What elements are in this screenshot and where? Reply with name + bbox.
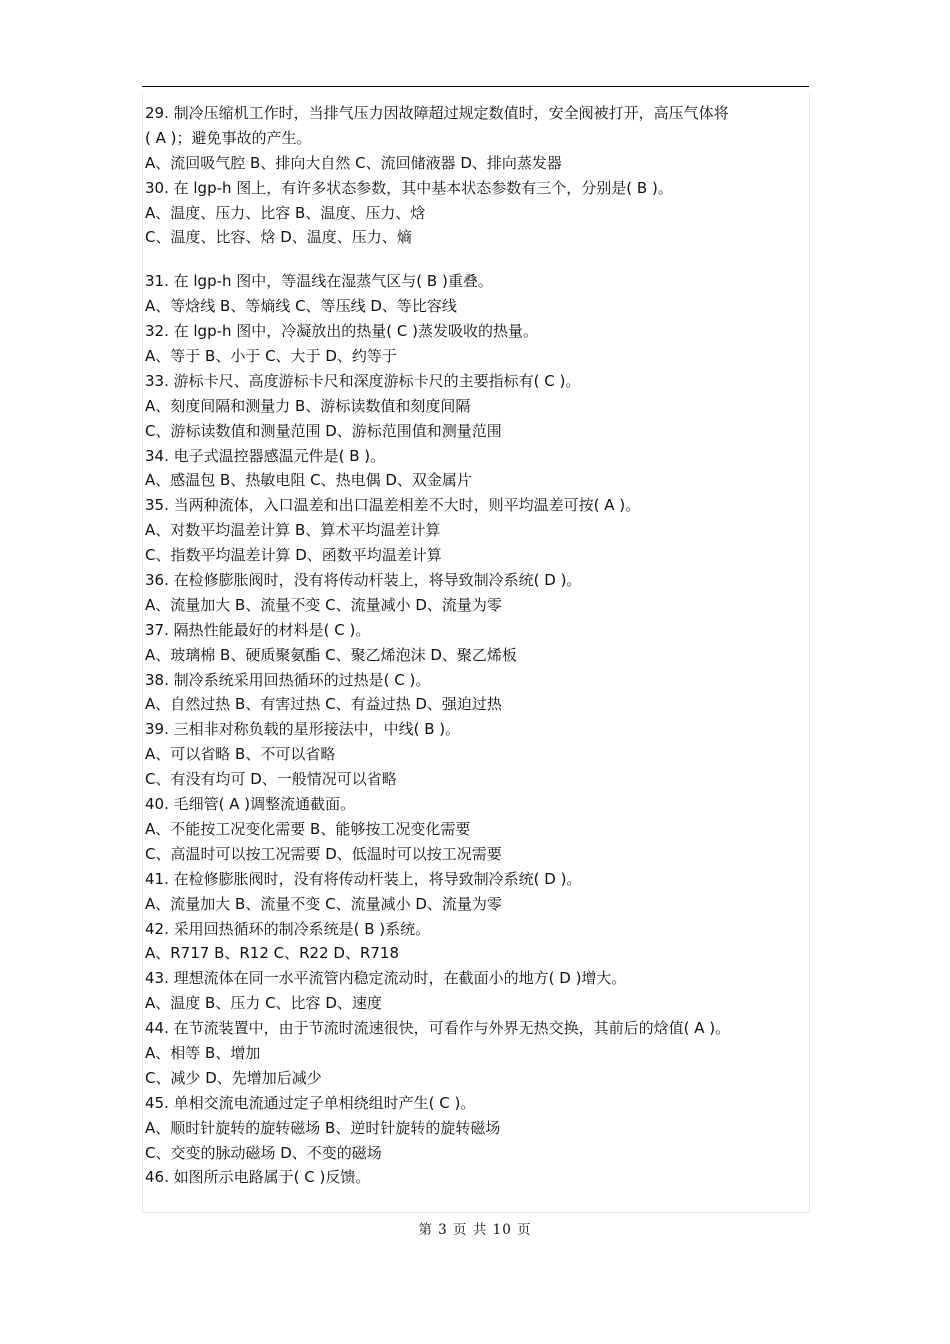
text-line: 34. 电子式温控器感温元件是( B )。 [145,446,386,465]
text-line: 38. 制冷系统采用回热循环的过热是( C )。 [145,670,431,689]
text-line: 35. 当两种流体，入口温差和出口温差相差不大时，则平均温差可按( A )。 [145,496,641,515]
text-line: 33. 游标卡尺、高度游标卡尺和深度游标卡尺的主要指标有( C )。 [145,371,581,390]
text-line: A、等于 B、小于 C、大于 D、约等于 [145,347,397,366]
text-line: 41. 在检修膨胀阀时，没有将传动杆装上，将导致制冷系统( D )。 [145,869,582,888]
text-line: A、R717 B、R12 C、R22 D、R718 [145,944,400,963]
text-line: A、流量加大 B、流量不变 C、流量减小 D、流量为零 [145,894,502,913]
text-line: 36. 在检修膨胀阀时，没有将传动杆装上，将导致制冷系统( D )。 [145,571,582,590]
text-line: A、流量加大 B、流量不变 C、流量减小 D、流量为零 [145,595,502,614]
paragraph-gap [145,250,815,269]
text-line: A、温度、压力、比容 B、温度、压力、焓 [145,203,426,222]
text-line: 46. 如图所示电路属于( C )反馈。 [145,1168,371,1187]
text-line: C、交变的脉动磁场 D、不变的磁场 [145,1143,382,1162]
text-line: C、有没有均可 D、一般情况可以省略 [145,770,397,789]
text-line: A、流回吸气腔 B、排向大自然 C、流回储液器 D、排向蒸发器 [145,153,562,172]
text-line: 31. 在 lgp-h 图中，等温线在湿蒸气区与( B )重叠。 [145,272,493,291]
question-list [145,101,815,1190]
text-line: A、顺时针旋转的旋转磁场 B、逆时针旋转的旋转磁场 [145,1118,501,1137]
text-line: A、刻度间隔和测量力 B、游标读数值和刻度间隔 [145,396,471,415]
text-line: A、玻璃棉 B、硬质聚氨酯 C、聚乙烯泡沫 D、聚乙烯板 [145,645,517,664]
question-block-a [145,101,815,250]
header-rule [142,86,809,87]
text-line: 39. 三相非对称负载的星形接法中，中线( B )。 [145,720,461,739]
text-line: 43. 理想流体在同一水平流管内稳定流动时，在截面小的地方( D )增大。 [145,969,627,988]
text-line: C、游标读数值和测量范围 D、游标范围值和测量范围 [145,421,502,440]
text-line: 45. 单相交流电流通过定子单相绕组时产生( C )。 [145,1093,476,1112]
text-line: 37. 隔热性能最好的材料是( C )。 [145,620,371,639]
text-line: A、对数平均温差计算 B、算术平均温差计算 [145,521,441,540]
text-line: 32. 在 lgp-h 图中，冷凝放出的热量( C )蒸发吸收的热量。 [145,322,539,341]
text-line: C、指数平均温差计算 D、函数平均温差计算 [145,546,442,565]
text-line: 29. 制冷压缩机工作时，当排气压力因故障超过规定数值时，安全阀被打开，高压气体将 [145,104,729,122]
text-line: A、自然过热 B、有害过热 C、有益过热 D、强迫过热 [145,695,502,714]
text-line: A、可以省略 B、不可以省略 [145,745,336,764]
page-footer: 第 3 页 共 10 页 [418,1222,532,1238]
text-line: 42. 采用回热循环的制冷系统是( B )系统。 [145,919,431,938]
text-line: A、不能按工况变化需要 B、能够按工况变化需要 [145,819,471,838]
text-line: ( A )；避免事故的产生。 [145,128,312,147]
text-line: A、感温包 B、热敏电阻 C、热电偶 D、双金属片 [145,471,472,490]
text-line: 40. 毛细管( A )调整流通截面。 [145,795,356,814]
text-line: A、相等 B、增加 [145,1043,261,1062]
question-block-b [145,269,815,1190]
text-line: C、高温时可以按工况需要 D、低温时可以按工况需要 [145,844,502,863]
text-line: A、温度 B、压力 C、比容 D、速度 [145,994,382,1013]
text-line: C、温度、比容、焓 D、温度、压力、熵 [145,228,412,247]
text-line: 30. 在 lgp-h 图上，有许多状态参数，其中基本状态参数有三个，分别是( B )。 [145,178,673,197]
text-line: A、等焓线 B、等熵线 C、等压线 D、等比容线 [145,297,457,316]
text-line: C、减少 D、先增加后减少 [145,1068,322,1087]
text-line: 44. 在节流装置中，由于节流时流速很快，可看作与外界无热交换，其前后的焓值( A )。 [145,1019,731,1038]
